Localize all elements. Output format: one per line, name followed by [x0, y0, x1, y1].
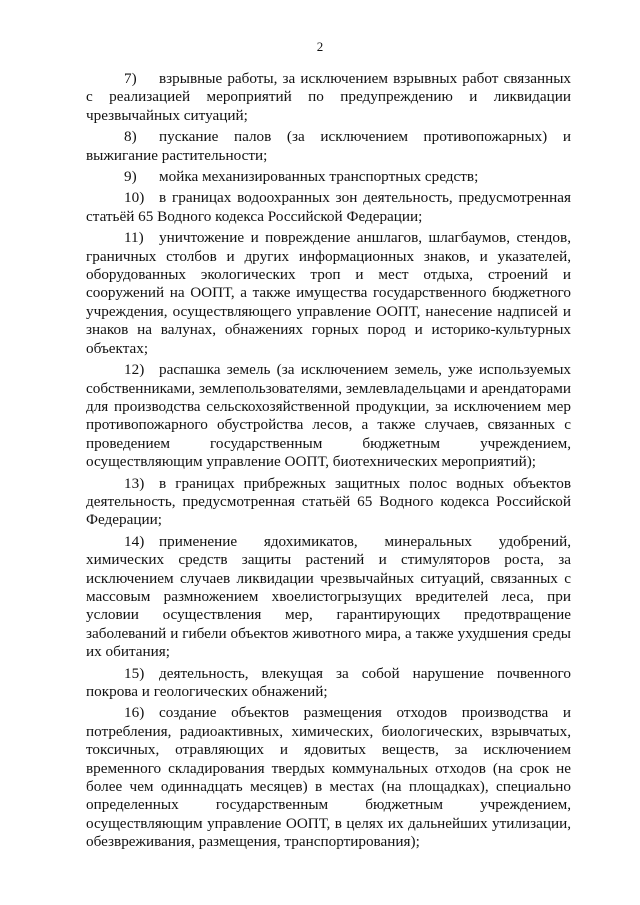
item-number: 13) [124, 474, 145, 492]
list-item [86, 665, 571, 702]
page-number: 2 [316, 39, 324, 54]
item-text: применение ядохимикатов, минеральных удобрений, химических средств защиты растений и стимуляторов роста, за исключением случаев ликвидации чрезвычайных ситуаций, связанных с массовым размножением хвоелистогрызущих вредителей леса, при условии осуществления мер, гарантирующих предотвращение заболеваний и гибели объектов животного мира, а также ухудшения среды их обитания; [86, 532, 571, 661]
item-number: 11) [124, 229, 144, 247]
item-text: создание объектов размещения отходов производства и потребления, радиоактивных, химических, биологических, взрывчатых, токсичных, отравляющих и ядовитых веществ, за исключением временного складирования твердых коммунальных отходов (на срок не более чем одиннадцать месяцев) в местах (на площадках), специально определенных государственным бюджетным учреждением, осуществляющим управление ООПТ, в целях их дальнейших утилизации, обезвреживания, размещения, транспортирования); [86, 704, 571, 851]
list-item [86, 475, 571, 530]
item-number: 16) [124, 704, 145, 722]
item-number: 12) [124, 361, 145, 379]
list-item [86, 128, 571, 165]
item-text: деятельность, влекущая за собой нарушение почвенного покрова и геологических обнажений; [86, 664, 571, 700]
item-text: уничтожение и повреждение аншлагов, шлагбаумов, стендов, граничных столбов и других информационных знаков, и указателей, оборудованных экологических троп и мест отдыха, строений и сооружений на ООПТ, а также имущества государственного бюджетного учреждения, осуществляющего управление ООПТ, нанесение надписей и знаков на валунах, обнажениях горных пород и историко-культурных объектах; [86, 229, 571, 357]
item-number: 9) [124, 168, 137, 186]
list-item [86, 168, 571, 186]
item-text: в границах водоохранных зон деятельность, предусмотренная статьёй 65 Водного кодекса Российской Федерации; [86, 189, 571, 225]
prohibitions-list [86, 70, 571, 855]
list-item [86, 229, 571, 358]
list-item [86, 704, 571, 851]
item-text: распашка земель (за исключением земель, уже используемых собственниками, землепользователями, землевладельцами и арендаторами для производства сельскохозяйственной продукции, за исключением мер противопожарного обустройства лесов, а также случаев, связанных с проведением государственным бюджетным учреждением, осуществляющим управление ООПТ, биотехнических мероприятий); [86, 361, 571, 471]
item-number: 14) [124, 532, 145, 550]
list-item [86, 189, 571, 226]
item-number: 7) [124, 70, 137, 87]
item-text: пускание палов (за исключением противопожарных) и выжигание растительности; [86, 128, 571, 164]
list-item [86, 70, 571, 125]
item-text: взрывные работы, за исключением взрывных работ связанных с реализацией мероприятий по предупреждению и ликвидации чрезвычайных ситуаций; [86, 70, 571, 124]
item-text: в границах прибрежных защитных полос водных объектов деятельность, предусмотренная статьёй 65 Водного кодекса Российской Федерации; [86, 474, 571, 529]
item-number: 10) [124, 189, 145, 207]
list-item [86, 533, 571, 662]
item-text: мойка механизированных транспортных средств; [159, 168, 479, 186]
item-number: 8) [124, 128, 137, 146]
list-item [86, 361, 571, 471]
item-number: 15) [124, 664, 145, 682]
